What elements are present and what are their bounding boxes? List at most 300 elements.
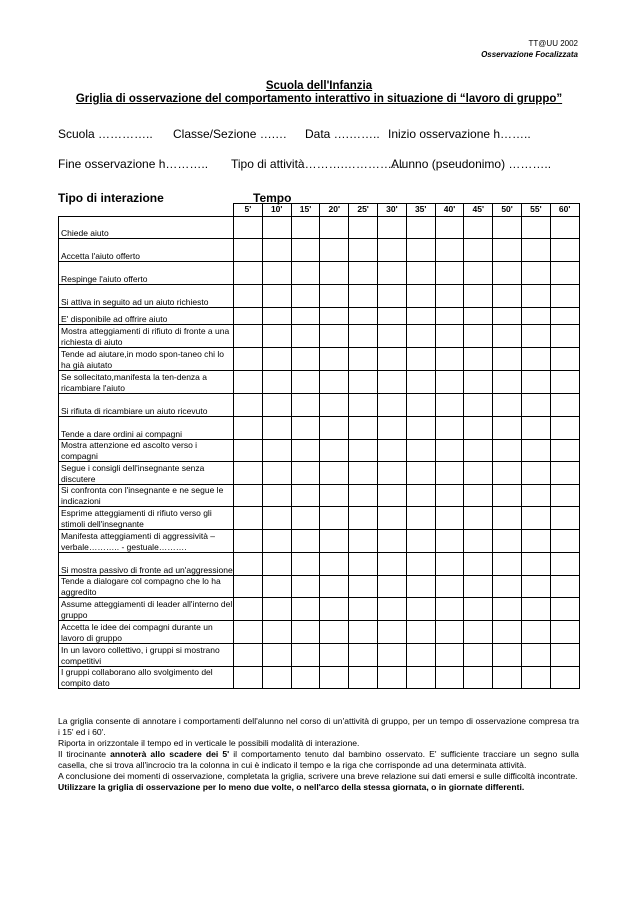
mark-cell[interactable] (377, 644, 406, 667)
mark-cell[interactable] (435, 308, 464, 325)
table-row (59, 371, 580, 394)
mark-cell[interactable] (377, 285, 406, 308)
time-col-5: 25' (349, 204, 378, 217)
mark-cell[interactable] (550, 325, 579, 348)
mark-cell[interactable] (349, 371, 378, 394)
mark-cell[interactable] (493, 553, 522, 576)
mark-cell[interactable] (550, 217, 579, 239)
mark-cell[interactable] (521, 507, 550, 530)
mark-cell[interactable] (464, 285, 493, 308)
mark-cell[interactable] (262, 507, 291, 530)
mark-cell[interactable] (349, 440, 378, 462)
time-header-row (59, 204, 580, 217)
mark-cell[interactable] (291, 462, 320, 485)
mark-cell[interactable] (349, 285, 378, 308)
corner-cell (59, 204, 234, 217)
mark-cell[interactable] (262, 621, 291, 644)
mark-cell[interactable] (262, 598, 291, 621)
mark-cell[interactable] (406, 308, 435, 325)
mark-cell[interactable] (435, 262, 464, 285)
mark-cell[interactable] (493, 262, 522, 285)
mark-cell[interactable] (493, 371, 522, 394)
mark-cell[interactable] (320, 262, 349, 285)
mark-cell[interactable] (262, 371, 291, 394)
instructions-p3-a: Il tirocinante (58, 749, 111, 759)
mark-cell[interactable] (406, 262, 435, 285)
mark-cell[interactable] (320, 598, 349, 621)
mark-cell[interactable] (406, 485, 435, 507)
mark-cell[interactable] (464, 598, 493, 621)
mark-cell[interactable] (550, 308, 579, 325)
mark-cell[interactable] (464, 325, 493, 348)
mark-cell[interactable] (320, 371, 349, 394)
mark-cell[interactable] (521, 262, 550, 285)
mark-cell[interactable] (435, 440, 464, 462)
mark-cell[interactable] (320, 485, 349, 507)
mark-cell[interactable] (550, 348, 579, 371)
mark-cell[interactable] (493, 348, 522, 371)
mark-cell[interactable] (234, 308, 263, 325)
mark-cell[interactable] (377, 621, 406, 644)
mark-cell[interactable] (349, 621, 378, 644)
interaction-label: Tende ad aiutare,in modo spon-taneo chi lo ha già aiutato (59, 348, 234, 371)
mark-cell[interactable] (406, 348, 435, 371)
mark-cell[interactable] (377, 348, 406, 371)
mark-cell[interactable] (377, 485, 406, 507)
mark-cell[interactable] (550, 285, 579, 308)
time-col-1: 5' (234, 204, 263, 217)
mark-cell[interactable] (262, 325, 291, 348)
mark-cell[interactable] (349, 530, 378, 553)
mark-cell[interactable] (521, 485, 550, 507)
mark-cell[interactable] (234, 325, 263, 348)
mark-cell[interactable] (377, 417, 406, 440)
interaction-label: Si confronta con l'insegnante e ne segue le indicazioni (59, 485, 234, 507)
mark-cell[interactable] (493, 507, 522, 530)
mark-cell[interactable] (406, 239, 435, 262)
mark-cell[interactable] (262, 530, 291, 553)
mark-cell[interactable] (493, 530, 522, 553)
mark-cell[interactable] (464, 507, 493, 530)
mark-cell[interactable] (521, 348, 550, 371)
mark-cell[interactable] (291, 239, 320, 262)
mark-cell[interactable] (521, 644, 550, 667)
mark-cell[interactable] (521, 553, 550, 576)
time-col-7: 35' (406, 204, 435, 217)
mark-cell[interactable] (435, 485, 464, 507)
mark-cell[interactable] (262, 462, 291, 485)
mark-cell[interactable] (377, 598, 406, 621)
mark-cell[interactable] (377, 217, 406, 239)
mark-cell[interactable] (406, 530, 435, 553)
mark-cell[interactable] (493, 621, 522, 644)
mark-cell[interactable] (521, 667, 550, 689)
mark-cell[interactable] (320, 285, 349, 308)
mark-cell[interactable] (550, 553, 579, 576)
mark-cell[interactable] (521, 239, 550, 262)
mark-cell[interactable] (406, 417, 435, 440)
mark-cell[interactable] (435, 576, 464, 598)
mark-cell[interactable] (493, 667, 522, 689)
mark-cell[interactable] (262, 394, 291, 417)
mark-cell[interactable] (291, 644, 320, 667)
mark-cell[interactable] (291, 598, 320, 621)
mark-cell[interactable] (234, 462, 263, 485)
mark-cell[interactable] (349, 217, 378, 239)
field-inizio-osservazione: Inizio osservazione h…….. (388, 127, 531, 141)
mark-cell[interactable] (550, 485, 579, 507)
mark-cell[interactable] (234, 644, 263, 667)
mark-cell[interactable] (493, 394, 522, 417)
mark-cell[interactable] (521, 440, 550, 462)
mark-cell[interactable] (521, 462, 550, 485)
mark-cell[interactable] (406, 644, 435, 667)
table-row (59, 621, 580, 644)
mark-cell[interactable] (291, 507, 320, 530)
mark-cell[interactable] (521, 325, 550, 348)
mark-cell[interactable] (262, 553, 291, 576)
interaction-label: Tende a dare ordini ai compagni (59, 417, 234, 440)
mark-cell[interactable] (464, 348, 493, 371)
table-row (59, 348, 580, 371)
interaction-label: Segue i consigli dell'insegnante senza discutere (59, 462, 234, 485)
mark-cell[interactable] (291, 417, 320, 440)
field-data: Data ….…….. (305, 127, 380, 141)
mark-cell[interactable] (320, 462, 349, 485)
document-title: Scuola dell'Infanzia (265, 80, 373, 92)
mark-cell[interactable] (377, 308, 406, 325)
mark-cell[interactable] (320, 667, 349, 689)
mark-cell[interactable] (550, 530, 579, 553)
mark-cell[interactable] (377, 530, 406, 553)
instructions-p3-c: il comportamento tenuto dal bambino osservato. E' sufficiente tracciare un segno sulla casella, che si trova all'incrocio tra la colonna in cui è indicato il tempo e la riga che corrisponde ad una determinata attività. (58, 749, 579, 770)
mark-cell[interactable] (262, 239, 291, 262)
time-col-4: 20' (320, 204, 349, 217)
mark-cell[interactable] (493, 285, 522, 308)
interaction-label: Assume atteggiamenti di leader all'interno del gruppo (59, 598, 234, 621)
mark-cell[interactable] (320, 394, 349, 417)
mark-cell[interactable] (406, 598, 435, 621)
mark-cell[interactable] (234, 621, 263, 644)
mark-cell[interactable] (406, 507, 435, 530)
mark-cell[interactable] (550, 440, 579, 462)
mark-cell[interactable] (262, 576, 291, 598)
mark-cell[interactable] (377, 462, 406, 485)
mark-cell[interactable] (291, 217, 320, 239)
mark-cell[interactable] (234, 507, 263, 530)
mark-cell[interactable] (320, 440, 349, 462)
mark-cell[interactable] (234, 285, 263, 308)
mark-cell[interactable] (377, 667, 406, 689)
mark-cell[interactable] (521, 598, 550, 621)
mark-cell[interactable] (464, 462, 493, 485)
mark-cell[interactable] (464, 239, 493, 262)
table-row (59, 462, 580, 485)
mark-cell[interactable] (291, 308, 320, 325)
mark-cell[interactable] (435, 530, 464, 553)
instructions-p5-bold: Utilizzare la griglia di osservazione per lo meno due volte, o nell'arco della stessa giornata, o in giornate differenti. (58, 782, 525, 792)
table-row (59, 485, 580, 507)
mark-cell[interactable] (406, 667, 435, 689)
mark-cell[interactable] (435, 217, 464, 239)
time-col-8: 40' (435, 204, 464, 217)
time-col-10: 50' (493, 204, 522, 217)
mark-cell[interactable] (464, 485, 493, 507)
mark-cell[interactable] (234, 553, 263, 576)
mark-cell[interactable] (493, 239, 522, 262)
mark-cell[interactable] (349, 644, 378, 667)
mark-cell[interactable] (320, 239, 349, 262)
mark-cell[interactable] (464, 308, 493, 325)
mark-cell[interactable] (262, 440, 291, 462)
mark-cell[interactable] (262, 348, 291, 371)
mark-cell[interactable] (550, 644, 579, 667)
mark-cell[interactable] (493, 485, 522, 507)
mark-cell[interactable] (320, 644, 349, 667)
mark-cell[interactable] (377, 262, 406, 285)
mark-cell[interactable] (435, 371, 464, 394)
mark-cell[interactable] (320, 507, 349, 530)
mark-cell[interactable] (234, 417, 263, 440)
mark-cell[interactable] (349, 576, 378, 598)
mark-cell[interactable] (435, 394, 464, 417)
mark-cell[interactable] (435, 598, 464, 621)
mark-cell[interactable] (464, 394, 493, 417)
mark-cell[interactable] (493, 598, 522, 621)
mark-cell[interactable] (349, 667, 378, 689)
interaction-label: Si mostra passivo di fronte ad un'aggressione (59, 553, 234, 576)
field-classe-sezione: Classe/Sezione ….… (173, 127, 288, 141)
mark-cell[interactable] (377, 576, 406, 598)
mark-cell[interactable] (406, 285, 435, 308)
mark-cell[interactable] (550, 621, 579, 644)
mark-cell[interactable] (521, 308, 550, 325)
table-row (59, 239, 580, 262)
mark-cell[interactable] (550, 262, 579, 285)
mark-cell[interactable] (349, 417, 378, 440)
mark-cell[interactable] (234, 371, 263, 394)
mark-cell[interactable] (493, 417, 522, 440)
mark-cell[interactable] (550, 462, 579, 485)
mark-cell[interactable] (234, 485, 263, 507)
mark-cell[interactable] (521, 530, 550, 553)
mark-cell[interactable] (234, 576, 263, 598)
field-tipo-attivita: Tipo di attività……….…………… (231, 157, 404, 171)
mark-cell[interactable] (550, 394, 579, 417)
mark-cell[interactable] (291, 621, 320, 644)
mark-cell[interactable] (464, 621, 493, 644)
instructions-p3 (58, 749, 579, 771)
page-header (481, 38, 578, 60)
mark-cell[interactable] (406, 440, 435, 462)
mark-cell[interactable] (550, 417, 579, 440)
mark-cell[interactable] (550, 507, 579, 530)
table-row (59, 507, 580, 530)
mark-cell[interactable] (435, 507, 464, 530)
mark-cell[interactable] (320, 553, 349, 576)
mark-cell[interactable] (493, 576, 522, 598)
instructions-p2: Riporta in orizzontale il tempo ed in verticale le possibili modalità di interazione. (58, 738, 360, 748)
mark-cell[interactable] (493, 440, 522, 462)
mark-cell[interactable] (320, 417, 349, 440)
mark-cell[interactable] (291, 485, 320, 507)
time-col-12: 60' (550, 204, 579, 217)
mark-cell[interactable] (234, 598, 263, 621)
interaction-label: Mostra atteggiamenti di rifiuto di fronte a una richiesta di aiuto (59, 325, 234, 348)
mark-cell[interactable] (464, 576, 493, 598)
mark-cell[interactable] (521, 217, 550, 239)
mark-cell[interactable] (406, 217, 435, 239)
mark-cell[interactable] (262, 285, 291, 308)
mark-cell[interactable] (435, 348, 464, 371)
interaction-label: Se sollecitato,manifesta la ten-denza a ricambiare l'aiuto (59, 371, 234, 394)
mark-cell[interactable] (435, 667, 464, 689)
mark-cell[interactable] (435, 239, 464, 262)
mark-cell[interactable] (406, 325, 435, 348)
mark-cell[interactable] (464, 440, 493, 462)
mark-cell[interactable] (349, 598, 378, 621)
mark-cell[interactable] (377, 239, 406, 262)
mark-cell[interactable] (320, 217, 349, 239)
table-row (59, 598, 580, 621)
mark-cell[interactable] (291, 262, 320, 285)
mark-cell[interactable] (377, 394, 406, 417)
mark-cell[interactable] (464, 644, 493, 667)
mark-cell[interactable] (435, 462, 464, 485)
mark-cell[interactable] (262, 644, 291, 667)
mark-cell[interactable] (493, 462, 522, 485)
mark-cell[interactable] (234, 530, 263, 553)
mark-cell[interactable] (464, 371, 493, 394)
table-row (59, 308, 580, 325)
mark-cell[interactable] (234, 239, 263, 262)
instructions-p3-bold: annoterà allo scadere dei 5' (110, 749, 230, 759)
mark-cell[interactable] (493, 308, 522, 325)
mark-cell[interactable] (550, 371, 579, 394)
document-subtitle: Griglia di osservazione del comportamento interattivo in situazione di “lavoro di gruppo” (75, 93, 563, 105)
mark-cell[interactable] (349, 394, 378, 417)
mark-cell[interactable] (234, 440, 263, 462)
mark-cell[interactable] (291, 394, 320, 417)
mark-cell[interactable] (377, 371, 406, 394)
table-row (59, 285, 580, 308)
col-head-interazione: Tipo di interazione (58, 191, 164, 205)
table-row (59, 644, 580, 667)
mark-cell[interactable] (291, 371, 320, 394)
mark-cell[interactable] (550, 239, 579, 262)
mark-cell[interactable] (349, 262, 378, 285)
mark-cell[interactable] (521, 621, 550, 644)
mark-cell[interactable] (349, 308, 378, 325)
mark-cell[interactable] (291, 440, 320, 462)
mark-cell[interactable] (262, 667, 291, 689)
mark-cell[interactable] (349, 462, 378, 485)
mark-cell[interactable] (262, 262, 291, 285)
mark-cell[interactable] (521, 576, 550, 598)
mark-cell[interactable] (435, 325, 464, 348)
mark-cell[interactable] (320, 308, 349, 325)
mark-cell[interactable] (291, 530, 320, 553)
mark-cell[interactable] (435, 417, 464, 440)
mark-cell[interactable] (464, 262, 493, 285)
mark-cell[interactable] (291, 553, 320, 576)
mark-cell[interactable] (291, 576, 320, 598)
mark-cell[interactable] (320, 530, 349, 553)
mark-cell[interactable] (234, 217, 263, 239)
mark-cell[interactable] (406, 462, 435, 485)
mark-cell[interactable] (464, 553, 493, 576)
interaction-label: I gruppi collaborano allo svolgimento del compito dato (59, 667, 234, 689)
mark-cell[interactable] (320, 325, 349, 348)
mark-cell[interactable] (320, 348, 349, 371)
interaction-label: E' disponibile ad offrire aiuto (59, 308, 234, 325)
mark-cell[interactable] (435, 553, 464, 576)
mark-cell[interactable] (349, 348, 378, 371)
mark-cell[interactable] (493, 325, 522, 348)
mark-cell[interactable] (406, 553, 435, 576)
mark-cell[interactable] (377, 325, 406, 348)
mark-cell[interactable] (234, 262, 263, 285)
mark-cell[interactable] (349, 507, 378, 530)
mark-cell[interactable] (521, 285, 550, 308)
mark-cell[interactable] (521, 394, 550, 417)
mark-cell[interactable] (493, 217, 522, 239)
interaction-label: Si rifiuta di ricambiare un aiuto ricevuto (59, 394, 234, 417)
interaction-label: Respinge l'aiuto offerto (59, 262, 234, 285)
mark-cell[interactable] (406, 576, 435, 598)
mark-cell[interactable] (406, 394, 435, 417)
mark-cell[interactable] (464, 667, 493, 689)
mark-cell[interactable] (349, 239, 378, 262)
mark-cell[interactable] (435, 621, 464, 644)
mark-cell[interactable] (550, 576, 579, 598)
mark-cell[interactable] (464, 530, 493, 553)
interaction-label: Chiede aiuto (59, 217, 234, 239)
mark-cell[interactable] (377, 553, 406, 576)
mark-cell[interactable] (435, 644, 464, 667)
mark-cell[interactable] (291, 325, 320, 348)
time-col-2: 10' (262, 204, 291, 217)
mark-cell[interactable] (349, 485, 378, 507)
mark-cell[interactable] (234, 394, 263, 417)
mark-cell[interactable] (349, 553, 378, 576)
mark-cell[interactable] (406, 621, 435, 644)
mark-cell[interactable] (291, 348, 320, 371)
mark-cell[interactable] (262, 485, 291, 507)
mark-cell[interactable] (291, 285, 320, 308)
mark-cell[interactable] (262, 217, 291, 239)
mark-cell[interactable] (320, 576, 349, 598)
mark-cell[interactable] (464, 417, 493, 440)
mark-cell[interactable] (550, 598, 579, 621)
mark-cell[interactable] (550, 667, 579, 689)
mark-cell[interactable] (521, 417, 550, 440)
mark-cell[interactable] (435, 285, 464, 308)
mark-cell[interactable] (406, 371, 435, 394)
mark-cell[interactable] (262, 417, 291, 440)
mark-cell[interactable] (521, 371, 550, 394)
mark-cell[interactable] (234, 667, 263, 689)
mark-cell[interactable] (262, 308, 291, 325)
mark-cell[interactable] (493, 644, 522, 667)
mark-cell[interactable] (464, 217, 493, 239)
mark-cell[interactable] (349, 325, 378, 348)
mark-cell[interactable] (320, 621, 349, 644)
mark-cell[interactable] (234, 348, 263, 371)
mark-cell[interactable] (377, 440, 406, 462)
mark-cell[interactable] (291, 667, 320, 689)
mark-cell[interactable] (377, 507, 406, 530)
